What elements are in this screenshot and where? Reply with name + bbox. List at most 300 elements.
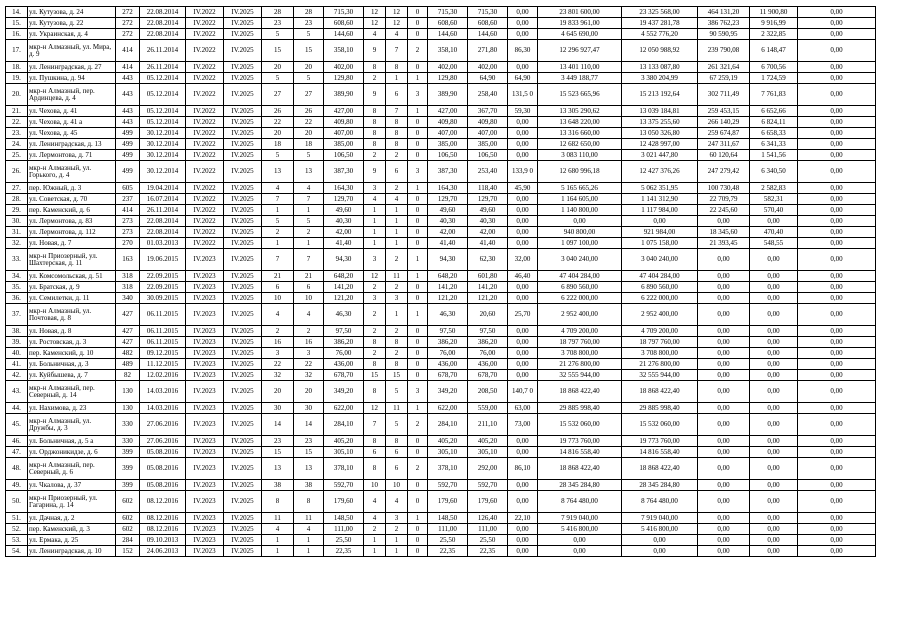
table-row [6,106,876,117]
cell-cost-total: 29 885 998,40 [538,403,622,414]
cell-rooms-municipal: 3 [408,161,428,183]
cell-area-relocated: 385,00 [428,139,468,150]
table-row [6,249,876,271]
cell-area-total: 409,80 [324,117,364,128]
cell-cost-total: 1 164 605,00 [538,194,622,205]
cell-decree-number: 414 [116,62,140,73]
cell-cost-total: 6 890 560,00 [538,282,622,293]
cell-area-relocated: 405,20 [428,436,468,447]
cell-area-relocated: 97,50 [428,326,468,337]
cell-row-number: 50. [6,491,28,513]
cell-rooms-total: 8 [364,128,386,139]
cell-area-total: 179,60 [324,491,364,513]
cell-cost-local: 6 148,47 [750,40,798,62]
cell-decree-number: 272 [116,18,140,29]
cell-cost-region: 386 762,23 [698,18,750,29]
cell-decree-date: 27.06.2016 [140,436,186,447]
cell-cost-fund: 13 039 184,81 [622,106,698,117]
cell-plan-start: IV.2022 [186,40,224,62]
table-row [6,491,876,513]
table-row [6,73,876,84]
cell-rooms-total: 3 [364,293,386,304]
cell-cost-extra: 0,00 [798,304,876,326]
cell-area-municipal: 0,00 [508,524,538,535]
cell-cost-fund: 3 708 800,00 [622,348,698,359]
cell-rooms-total: 2 [364,326,386,337]
cell-cost-fund: 47 404 284,00 [622,271,698,282]
cell-area-total: 129,70 [324,194,364,205]
cell-cost-region: 0,00 [698,271,750,282]
table-row [6,238,876,249]
cell-row-number: 24. [6,139,28,150]
cell-address: мкр-н Алмазный, ул. Мира, д. 9 [28,40,116,62]
table-row [6,117,876,128]
cell-cost-total: 5 165 665,26 [538,183,622,194]
cell-area-municipal: 0,00 [508,337,538,348]
cell-rooms-total: 12 [364,271,386,282]
cell-residents-relocated: 1 [294,546,324,557]
table-row [6,304,876,326]
cell-area-municipal: 0,00 [508,139,538,150]
cell-area-municipal: 59,30 [508,106,538,117]
cell-rooms-municipal: 0 [408,238,428,249]
cell-cost-region: 67 259,19 [698,73,750,84]
cell-cost-extra: 0,00 [798,337,876,348]
cell-cost-fund: 18 797 760,00 [622,337,698,348]
cell-cost-region: 0,00 [698,249,750,271]
cell-area-municipal: 0,00 [508,117,538,128]
cell-area-private: 76,00 [468,348,508,359]
cell-cost-extra: 0,00 [798,414,876,436]
cell-decree-number: 273 [116,216,140,227]
table-row [6,18,876,29]
cell-rooms-municipal: 0 [408,359,428,370]
cell-residents-total: 20 [262,381,294,403]
cell-cost-total: 18 868 422,40 [538,458,622,480]
cell-area-total: 97,50 [324,326,364,337]
cell-rooms-private: 6 [386,84,408,106]
cell-rooms-private: 2 [386,282,408,293]
cell-area-relocated: 179,60 [428,491,468,513]
cell-area-relocated: 41,40 [428,238,468,249]
cell-plan-start: IV.2023 [186,491,224,513]
cell-rooms-private: 2 [386,326,408,337]
cell-address: ул. Чехова, д. 41 [28,106,116,117]
cell-area-relocated: 402,00 [428,62,468,73]
cell-plan-start: IV.2023 [186,458,224,480]
cell-area-municipal: 86,30 [508,40,538,62]
table-row [6,447,876,458]
cell-area-private: 292,00 [468,458,508,480]
cell-cost-region: 0,00 [698,370,750,381]
cell-plan-end: IV.2025 [224,326,262,337]
cell-address: мкр-н Алмазный, пер. Северный, д. 14 [28,381,116,403]
cell-address: мкр-н Алмазный, пер. Северный, д. 6 [28,458,116,480]
cell-cost-extra: 0,00 [798,238,876,249]
cell-cost-fund: 21 276 800,00 [622,359,698,370]
cell-residents-relocated: 8 [294,491,324,513]
cell-plan-start: IV.2022 [186,62,224,73]
cell-cost-local: 1 724,59 [750,73,798,84]
cell-cost-extra: 0,00 [798,183,876,194]
table-row [6,62,876,73]
cell-row-number: 49. [6,480,28,491]
cell-cost-extra: 0,00 [798,161,876,183]
cell-area-private: 40,30 [468,216,508,227]
cell-residents-total: 22 [262,359,294,370]
cell-area-private: 144,60 [468,29,508,40]
cell-area-total: 129,80 [324,73,364,84]
cell-residents-total: 38 [262,480,294,491]
cell-area-total: 386,20 [324,337,364,348]
cell-area-total: 106,50 [324,150,364,161]
cell-area-total: 141,20 [324,282,364,293]
cell-rooms-private: 1 [386,535,408,546]
cell-rooms-total: 9 [364,40,386,62]
cell-address: пер. Каменский, д. 10 [28,348,116,359]
cell-row-number: 35. [6,282,28,293]
cell-area-private: 405,20 [468,436,508,447]
cell-cost-local: 7 761,83 [750,84,798,106]
cell-residents-total: 5 [262,150,294,161]
cell-area-total: 111,00 [324,524,364,535]
cell-area-relocated: 387,30 [428,161,468,183]
cell-cost-local: 570,40 [750,205,798,216]
cell-decree-number: 318 [116,282,140,293]
cell-plan-end: IV.2025 [224,18,262,29]
cell-cost-total: 15 532 060,00 [538,414,622,436]
cell-area-private: 49,60 [468,205,508,216]
cell-area-total: 144,60 [324,29,364,40]
cell-plan-end: IV.2025 [224,524,262,535]
cell-decree-date: 05.08.2016 [140,447,186,458]
cell-residents-relocated: 15 [294,40,324,62]
cell-area-municipal: 0,00 [508,238,538,249]
cell-rooms-municipal: 1 [408,183,428,194]
cell-residents-total: 18 [262,139,294,150]
cell-plan-end: IV.2025 [224,139,262,150]
cell-residents-relocated: 20 [294,381,324,403]
cell-rooms-municipal: 0 [408,117,428,128]
cell-decree-number: 82 [116,370,140,381]
cell-cost-local: 6 824,11 [750,117,798,128]
cell-rooms-total: 1 [364,205,386,216]
cell-plan-end: IV.2025 [224,117,262,128]
cell-address: ул. Новая, д. 8 [28,326,116,337]
cell-area-private: 386,20 [468,337,508,348]
cell-residents-relocated: 10 [294,293,324,304]
cell-decree-number: 330 [116,414,140,436]
cell-area-private: 592,70 [468,480,508,491]
cell-plan-start: IV.2023 [186,348,224,359]
cell-decree-number: 272 [116,7,140,18]
cell-residents-relocated: 28 [294,7,324,18]
cell-area-total: 678,70 [324,370,364,381]
cell-cost-local: 548,55 [750,238,798,249]
cell-residents-relocated: 3 [294,348,324,359]
cell-decree-number: 399 [116,480,140,491]
cell-decree-number: 427 [116,304,140,326]
cell-decree-number: 427 [116,326,140,337]
cell-cost-extra: 0,00 [798,194,876,205]
cell-cost-extra: 0,00 [798,447,876,458]
cell-cost-local: 0,00 [750,513,798,524]
cell-area-private: 402,00 [468,62,508,73]
cell-cost-total: 3 083 110,00 [538,150,622,161]
cell-cost-local: 470,40 [750,227,798,238]
cell-rooms-private: 2 [386,150,408,161]
cell-plan-start: IV.2022 [186,216,224,227]
cell-area-municipal: 0,00 [508,18,538,29]
cell-rooms-private: 7 [386,106,408,117]
cell-row-number: 46. [6,436,28,447]
cell-cost-extra: 0,00 [798,84,876,106]
cell-cost-local: 0,00 [750,326,798,337]
cell-rooms-total: 8 [364,458,386,480]
cell-row-number: 40. [6,348,28,359]
cell-cost-region: 247 311,67 [698,139,750,150]
cell-row-number: 26. [6,161,28,183]
cell-address: пер. Южный, д. 3 [28,183,116,194]
cell-rooms-private: 2 [386,249,408,271]
cell-plan-end: IV.2025 [224,194,262,205]
cell-address: ул. Советская, д. 70 [28,194,116,205]
cell-cost-total: 12 296 927,47 [538,40,622,62]
cell-rooms-private: 1 [386,216,408,227]
cell-address: мкр-н Алмазный, пер. Ардинцева, д. 4 [28,84,116,106]
cell-rooms-municipal: 0 [408,7,428,18]
cell-residents-total: 5 [262,29,294,40]
cell-cost-region: 0,00 [698,491,750,513]
cell-decree-date: 26.11.2014 [140,62,186,73]
cell-rooms-total: 9 [364,161,386,183]
table-row [6,227,876,238]
cell-area-relocated: 349,20 [428,381,468,403]
cell-decree-number: 399 [116,458,140,480]
cell-residents-relocated: 13 [294,458,324,480]
cell-residents-total: 13 [262,458,294,480]
cell-rooms-private: 2 [386,348,408,359]
cell-rooms-municipal: 0 [408,150,428,161]
cell-decree-date: 14.03.2016 [140,381,186,403]
cell-plan-end: IV.2025 [224,491,262,513]
cell-area-total: 25,50 [324,535,364,546]
cell-cost-total: 6 222 000,00 [538,293,622,304]
cell-cost-total: 13 305 290,62 [538,106,622,117]
cell-area-relocated: 427,00 [428,106,468,117]
cell-rooms-private: 12 [386,18,408,29]
cell-plan-end: IV.2025 [224,205,262,216]
cell-address: ул. Лермонтова, д. 71 [28,150,116,161]
cell-residents-relocated: 23 [294,436,324,447]
cell-area-municipal: 0,00 [508,205,538,216]
cell-residents-total: 1 [262,535,294,546]
cell-decree-date: 22.09.2015 [140,271,186,282]
cell-area-relocated: 40,30 [428,216,468,227]
cell-cost-fund: 0,00 [622,216,698,227]
cell-area-private: 211,10 [468,414,508,436]
cell-cost-extra: 0,00 [798,40,876,62]
cell-area-private: 121,20 [468,293,508,304]
resettlement-table-sheet [5,6,876,557]
cell-residents-total: 4 [262,524,294,535]
cell-plan-start: IV.2023 [186,436,224,447]
cell-cost-local: 0,00 [750,249,798,271]
cell-plan-start: IV.2022 [186,18,224,29]
cell-area-relocated: 129,70 [428,194,468,205]
cell-cost-extra: 0,00 [798,249,876,271]
cell-rooms-total: 9 [364,84,386,106]
cell-area-relocated: 592,70 [428,480,468,491]
cell-plan-start: IV.2023 [186,513,224,524]
cell-cost-extra: 0,00 [798,480,876,491]
cell-decree-date: 05.12.2014 [140,117,186,128]
cell-cost-total: 1 097 100,00 [538,238,622,249]
cell-area-relocated: 378,10 [428,458,468,480]
cell-residents-total: 20 [262,62,294,73]
cell-address: ул. Пушкина, д. 94 [28,73,116,84]
cell-cost-region: 0,00 [698,513,750,524]
cell-cost-local: 6 340,50 [750,161,798,183]
cell-area-total: 358,10 [324,40,364,62]
cell-cost-total: 18 868 422,40 [538,381,622,403]
cell-cost-region: 259 453,15 [698,106,750,117]
cell-decree-date: 12.02.2016 [140,370,186,381]
cell-cost-fund: 23 325 568,00 [622,7,698,18]
cell-plan-end: IV.2025 [224,227,262,238]
cell-cost-region: 0,00 [698,348,750,359]
cell-residents-total: 27 [262,84,294,106]
cell-cost-total: 8 764 480,00 [538,491,622,513]
cell-residents-total: 6 [262,282,294,293]
cell-rooms-private: 4 [386,194,408,205]
cell-plan-start: IV.2023 [186,546,224,557]
cell-address: ул. Куйбышева, д. 7 [28,370,116,381]
cell-cost-region: 0,00 [698,436,750,447]
cell-residents-total: 3 [262,348,294,359]
cell-rooms-private: 11 [386,403,408,414]
cell-area-municipal: 22,10 [508,513,538,524]
cell-cost-total: 32 555 944,00 [538,370,622,381]
cell-cost-total: 4 645 690,00 [538,29,622,40]
cell-decree-number: 602 [116,491,140,513]
cell-cost-region: 0,00 [698,403,750,414]
cell-cost-local: 2 322,85 [750,29,798,40]
cell-address: ул. Ленинградская, д. 13 [28,139,116,150]
cell-cost-region: 21 393,45 [698,238,750,249]
cell-rooms-private: 8 [386,139,408,150]
cell-cost-local: 0,00 [750,546,798,557]
cell-cost-region: 247 279,42 [698,161,750,183]
cell-row-number: 42. [6,370,28,381]
cell-plan-end: IV.2025 [224,337,262,348]
cell-area-private: 126,40 [468,513,508,524]
cell-rooms-total: 2 [364,304,386,326]
cell-rooms-private: 6 [386,161,408,183]
cell-decree-date: 14.03.2016 [140,403,186,414]
table-row [6,194,876,205]
cell-cost-total: 3 040 240,00 [538,249,622,271]
cell-cost-extra: 0,00 [798,227,876,238]
table-row [6,546,876,557]
cell-cost-fund: 3 380 204,99 [622,73,698,84]
cell-cost-total: 0,00 [538,546,622,557]
cell-area-private: 141,20 [468,282,508,293]
cell-cost-total: 21 276 800,00 [538,359,622,370]
cell-plan-end: IV.2025 [224,436,262,447]
cell-cost-fund: 5 062 351,95 [622,183,698,194]
cell-cost-total: 12 682 650,00 [538,139,622,150]
cell-rooms-municipal: 1 [408,106,428,117]
cell-residents-relocated: 30 [294,403,324,414]
cell-rooms-municipal: 0 [408,205,428,216]
cell-area-relocated: 436,00 [428,359,468,370]
cell-plan-end: IV.2025 [224,7,262,18]
cell-cost-extra: 0,00 [798,546,876,557]
cell-residents-relocated: 20 [294,128,324,139]
cell-area-municipal: 0,00 [508,491,538,513]
cell-area-municipal: 45,90 [508,183,538,194]
cell-row-number: 15. [6,18,28,29]
table-row [6,381,876,403]
cell-residents-total: 32 [262,370,294,381]
cell-row-number: 41. [6,359,28,370]
cell-decree-date: 11.12.2015 [140,359,186,370]
cell-cost-local: 582,31 [750,194,798,205]
cell-area-total: 349,20 [324,381,364,403]
cell-plan-start: IV.2023 [186,535,224,546]
cell-area-municipal: 25,70 [508,304,538,326]
cell-cost-local: 9 916,99 [750,18,798,29]
cell-rooms-private: 2 [386,524,408,535]
cell-rooms-private: 11 [386,271,408,282]
cell-cost-local: 0,00 [750,293,798,304]
cell-cost-fund: 13 133 087,80 [622,62,698,73]
cell-area-municipal: 140,7 0 [508,381,538,403]
cell-rooms-municipal: 0 [408,282,428,293]
cell-area-private: 129,70 [468,194,508,205]
cell-cost-fund: 13 375 255,60 [622,117,698,128]
table-row [6,458,876,480]
cell-residents-relocated: 5 [294,29,324,40]
cell-cost-region: 266 140,29 [698,117,750,128]
cell-row-number: 32. [6,238,28,249]
cell-plan-end: IV.2025 [224,84,262,106]
cell-rooms-municipal: 0 [408,216,428,227]
cell-plan-start: IV.2023 [186,359,224,370]
cell-cost-fund: 14 816 558,40 [622,447,698,458]
cell-cost-local: 6 341,33 [750,139,798,150]
cell-area-relocated: 305,10 [428,447,468,458]
cell-decree-number: 270 [116,238,140,249]
cell-decree-date: 30.12.2014 [140,139,186,150]
cell-rooms-municipal: 0 [408,535,428,546]
cell-decree-number: 443 [116,106,140,117]
cell-rooms-total: 2 [364,73,386,84]
cell-decree-date: 09.12.2015 [140,348,186,359]
cell-cost-fund: 3 040 240,00 [622,249,698,271]
cell-area-relocated: 25,50 [428,535,468,546]
cell-decree-date: 22.09.2015 [140,282,186,293]
cell-cost-local: 11 900,80 [750,7,798,18]
cell-rooms-private: 7 [386,40,408,62]
cell-plan-start: IV.2022 [186,205,224,216]
cell-decree-date: 30.09.2015 [140,293,186,304]
cell-plan-start: IV.2022 [186,29,224,40]
cell-rooms-municipal: 0 [408,480,428,491]
cell-decree-date: 30.12.2014 [140,150,186,161]
cell-address: ул. Чехова, д. 41 а [28,117,116,128]
